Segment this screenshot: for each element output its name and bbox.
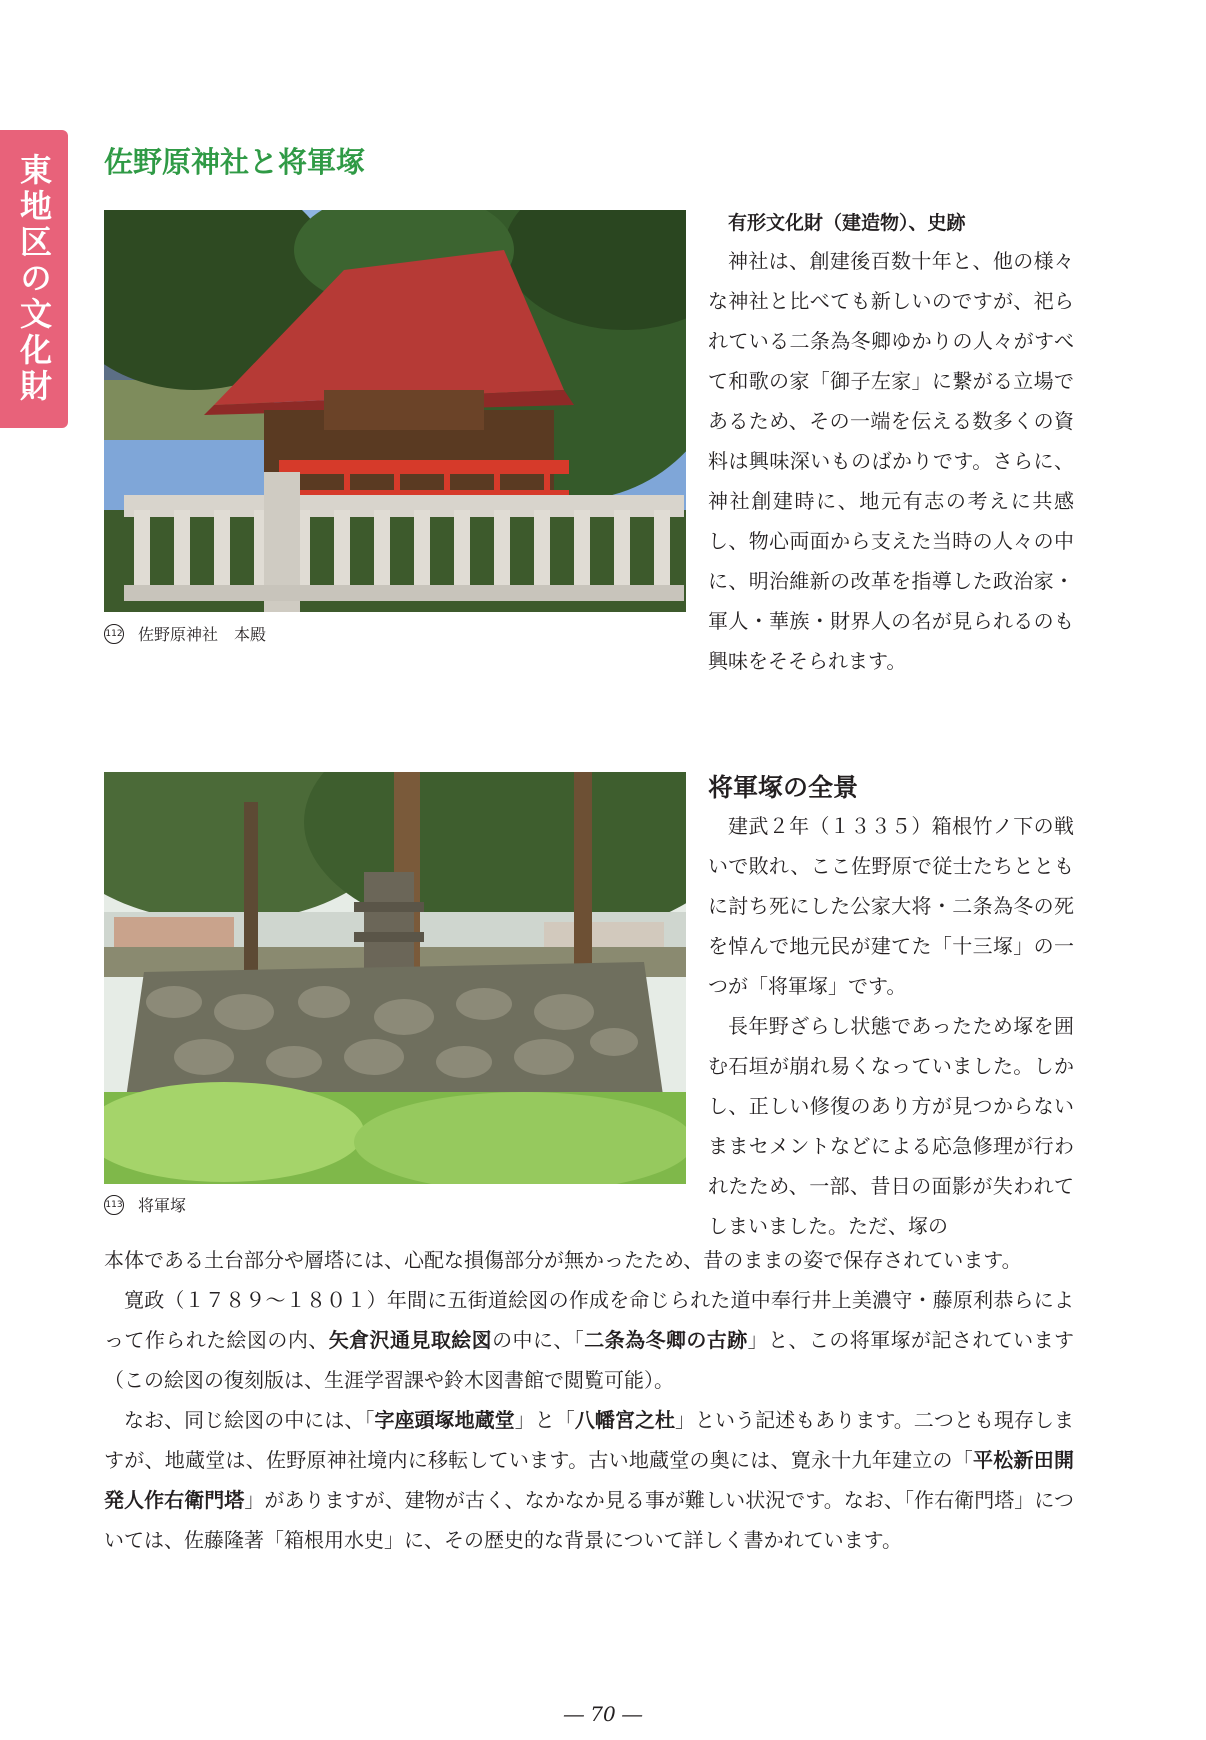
emphasis-tower: 平松新田開発人作右衛門塔	[104, 1448, 1075, 1512]
section-heading: 将軍塚の全景	[708, 773, 859, 802]
section-paragraph: 長年野ざらし状態であったため塚を囲む石垣が崩れ易くなっていました。しかし、正しい修復のあり方が見つからないままセメントなどによる応急修理が行われたため、一部、昔日の面影が失われてしまいました。ただ、塚の	[708, 1014, 1074, 1238]
text-span: なお、同じ絵図の中には、「	[124, 1408, 375, 1432]
text-span: 寛政（１７８９～１８０１）年間に五街道絵図の作成を命じられた道中奉行井上美濃守・藤原利恭らによって作られた絵図の内、	[104, 1288, 1074, 1352]
emphasis-jizo-hall: 字座頭塚地蔵堂	[374, 1408, 515, 1432]
emphasis-site-name: 二条為冬卿の古跡	[584, 1328, 748, 1352]
text-span: 」と、この将軍塚が記されています（この絵図の復刻版は、生涯学習課や鈴木図書館で閲覧可能）。	[104, 1328, 1075, 1392]
text-span: 」がありますが、建物が古く、なかなか見る事が難しい状況です。なお、「作右衛門塔」については、佐藤隆著「箱根用水史」に、その歴史的な背景について詳しく書かれています。	[104, 1488, 1075, 1552]
page-title: 佐野原神社と将軍塚	[104, 145, 366, 179]
page-number: ― 70 ―	[563, 1702, 643, 1726]
section-body: 神社は、創建後百数十年と、他の様々な神社と比べても新しいのですが、祀られている二条為冬卿ゆかりの人々がすべて和歌の家「御子左家」に繋がる立場であるため、その一端を伝える数多くの資料は興味深いものばかりです。さらに、神社創建時に、地元有志の考えに共感し、物心両面から支えた当時の人々の中に、明治維新の改革を指導した政治家・軍人・華族・財界人の名が見られるのも興味をそそられます。	[708, 249, 1074, 673]
section-shogunzuka	[708, 768, 1074, 1246]
shogunzuka-photo	[104, 772, 686, 1184]
caption-text: 佐野原神社 本殿	[138, 625, 267, 644]
paragraph-continuation: 本体である土台部分や層塔には、心配な損傷部分が無かったため、昔のままの姿で保存されています。	[104, 1248, 1022, 1272]
section-label: 有形文化財（建造物）、史跡	[728, 212, 966, 234]
emphasis-map-name: 矢倉沢通見取絵図	[328, 1328, 493, 1352]
shrine-photo	[104, 210, 686, 612]
caption-number: 113	[104, 1195, 124, 1215]
section-cultural-property	[708, 208, 1074, 681]
caption-number: 112	[104, 624, 124, 644]
section-paragraph: 建武２年（１３３５）箱根竹ノ下の戦いで敗れ、ここ佐野原で従士たちとともに討ち死にした公家大将・二条為冬の死を悼んで地元民が建てた「十三塚」の一つが「将軍塚」です。	[708, 814, 1074, 998]
text-span: 」と「	[514, 1408, 575, 1432]
shrine-photo-caption	[104, 622, 266, 645]
text-span: の中に、「	[492, 1328, 585, 1352]
section-tab	[0, 130, 68, 428]
paragraph-other-sites	[104, 1400, 1074, 1560]
emphasis-hachiman: 八幡宮之杜	[574, 1408, 675, 1432]
shogunzuka-photo-caption	[104, 1193, 186, 1216]
text-span: 」という記述もあります。二つとも現存しますが、地蔵堂は、佐野原神社境内に移転しています。古い地蔵堂の奥には、寛永十九年建立の「	[104, 1408, 1075, 1472]
caption-text: 将軍塚	[138, 1196, 187, 1215]
section-tab-label: 東地区の文化財	[15, 153, 53, 405]
paragraph-edo-map	[104, 1280, 1074, 1400]
